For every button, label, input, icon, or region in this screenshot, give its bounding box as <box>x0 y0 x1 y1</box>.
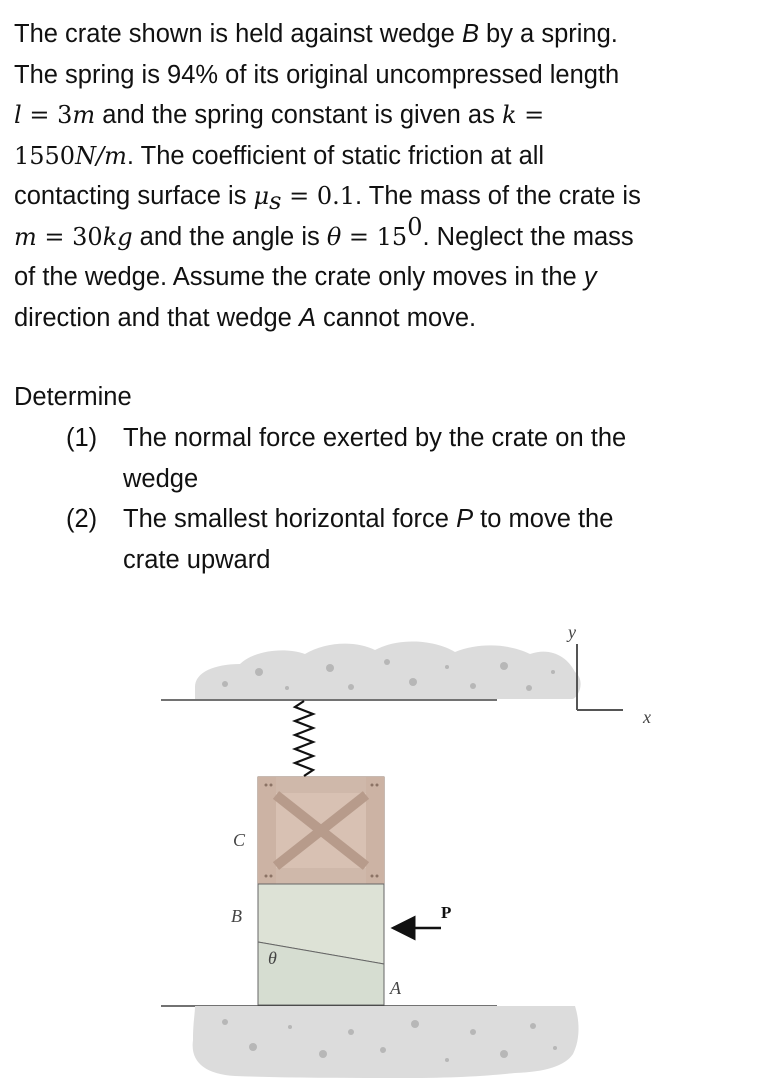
force-p-symbol: P <box>456 505 474 533</box>
length-symbol: l <box>14 101 22 129</box>
length-value: 3 <box>57 101 73 129</box>
label-b: B <box>231 906 242 926</box>
problem-line-2 <box>14 55 756 96</box>
label-p: P <box>441 903 452 922</box>
crate-wedge-figure <box>155 592 695 1080</box>
mass-symbol: m <box>14 222 37 251</box>
angle-symbol: θ <box>326 222 342 251</box>
task-text-line: The normal force exerted by the crate on the <box>123 424 627 452</box>
equals-sign: = <box>341 222 377 251</box>
task-marker: (1) <box>66 424 98 452</box>
label-c: C <box>233 830 246 850</box>
mass-value: 30 <box>72 222 103 251</box>
wedge-b-symbol: B <box>461 20 479 48</box>
task-item <box>66 418 746 499</box>
problem-line-5 <box>14 176 756 217</box>
spring-constant-symbol: k <box>501 101 517 129</box>
text-segment: . The mass of the crate is <box>355 182 641 210</box>
task-text-line: crate upward <box>123 545 271 574</box>
angle-degree: 0 <box>407 212 423 241</box>
spring-constant-unit: N/m <box>75 141 127 170</box>
spring <box>295 701 313 776</box>
equals-sign: = <box>516 101 545 129</box>
problem-line-6 <box>14 212 756 258</box>
text-segment: . The coefficient of static friction at all <box>126 141 545 170</box>
friction-value: 0.1 <box>316 182 356 210</box>
equals-sign: = <box>36 222 73 251</box>
figure-svg <box>155 592 695 1080</box>
task-item <box>66 499 746 580</box>
label-a: A <box>390 978 401 998</box>
text-segment: cannot move. <box>315 303 477 332</box>
problem-line-7 <box>14 257 756 298</box>
wedge-a-symbol: A <box>298 303 316 332</box>
text-segment: and the angle is <box>132 222 327 251</box>
task-marker: (2) <box>66 505 98 533</box>
equals-sign: = <box>281 182 317 210</box>
y-direction-symbol: y <box>583 263 597 291</box>
task-text-line <box>123 499 746 540</box>
ceiling-rock <box>195 642 581 699</box>
text-segment: by a spring. <box>478 20 618 48</box>
text-segment: and the spring constant is given as <box>95 101 502 129</box>
text-segment: contacting surface is <box>14 182 254 210</box>
length-unit: m <box>72 101 96 129</box>
equals-sign: = <box>21 101 58 129</box>
text-segment: direction and that wedge <box>14 303 299 332</box>
mass-unit: kg <box>102 222 133 251</box>
text-segment: to move the <box>473 505 614 533</box>
text-segment: of the wedge. Assume the crate only moves in the <box>14 263 584 291</box>
task-text-line: wedge <box>123 464 199 493</box>
crate <box>258 777 384 884</box>
text-segment: The smallest horizontal force <box>123 505 457 533</box>
x-axis-label: x <box>643 707 651 727</box>
text-segment: . Neglect the mass <box>422 222 634 251</box>
y-axis-label: y <box>568 622 576 642</box>
spring-constant-value: 1550 <box>14 141 76 170</box>
label-theta: θ <box>268 948 277 968</box>
task-list <box>66 418 746 580</box>
problem-line-4 <box>14 136 756 177</box>
angle-value: 15 <box>376 222 408 251</box>
text-segment: The spring is 94% of its original uncompressed length <box>14 60 620 89</box>
ground-rock <box>193 1006 579 1078</box>
friction-subscript: s <box>269 187 282 215</box>
problem-line-8 <box>14 298 756 339</box>
problem-statement <box>14 14 756 338</box>
problem-line-1 <box>14 14 756 55</box>
text-segment: The crate shown is held against wedge <box>14 20 462 48</box>
determine-heading: Determine <box>14 383 132 411</box>
problem-line-3 <box>14 95 756 136</box>
friction-symbol: μ <box>253 182 270 210</box>
